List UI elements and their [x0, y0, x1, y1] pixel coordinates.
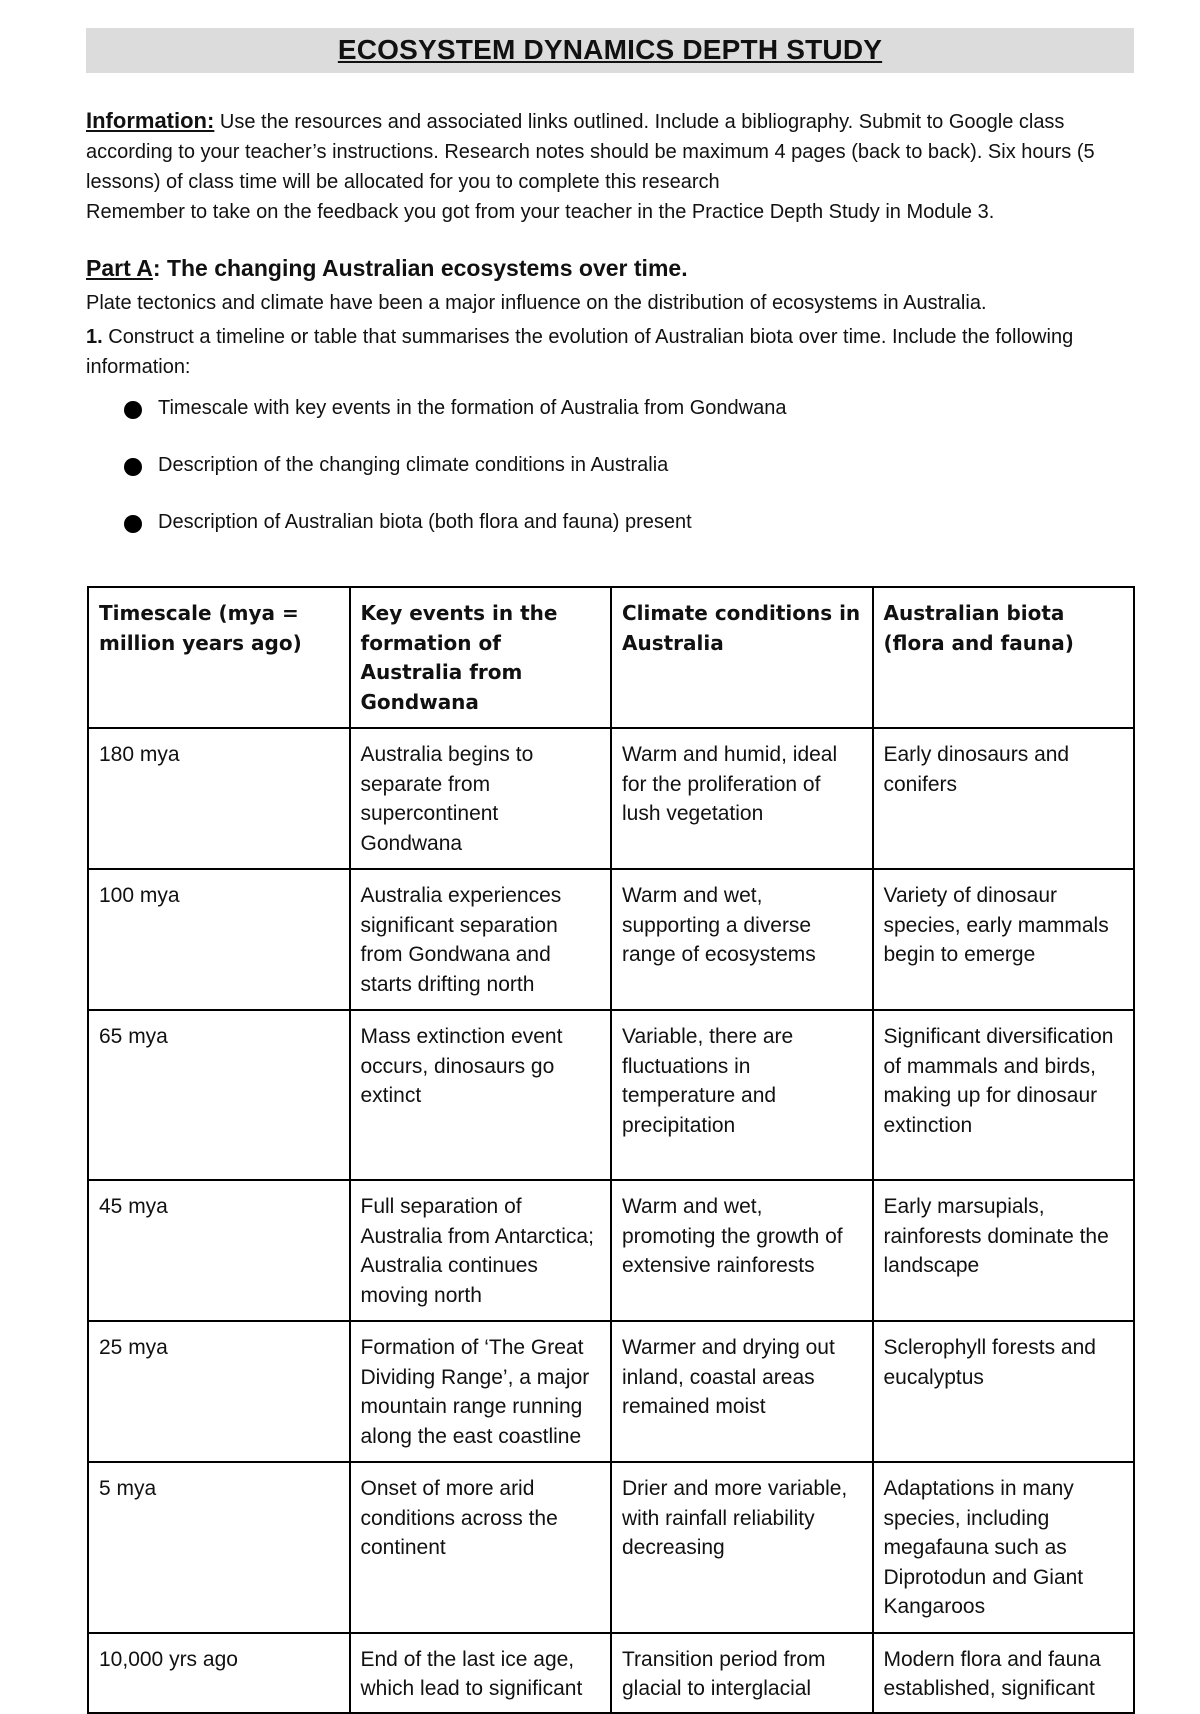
- table-row: [88, 1321, 1134, 1462]
- part-a-heading: [86, 255, 688, 282]
- bullet-icon: [124, 401, 142, 419]
- cell-climate: Transition period from glacial to interglacial: [611, 1633, 873, 1713]
- cell-timescale: 5 mya: [88, 1462, 350, 1633]
- information-paragraph: [86, 106, 1146, 227]
- cell-timescale: 10,000 yrs ago: [88, 1633, 350, 1713]
- list-item: [120, 450, 786, 507]
- header-biota: Australian biota (flora and fauna): [873, 587, 1135, 728]
- cell-key-events: Onset of more arid conditions across the continent: [350, 1462, 612, 1633]
- bullet-icon: [124, 458, 142, 476]
- information-feedback-line: Remember to take on the feedback you got from your teacher in the Practice Depth Study in Module 3.: [86, 201, 995, 223]
- information-label: Information:: [86, 108, 215, 133]
- table-row: [88, 728, 1134, 869]
- cell-timescale: 45 mya: [88, 1180, 350, 1321]
- question-1-number: 1.: [86, 326, 103, 348]
- part-a-intro: Plate tectonics and climate have been a major influence on the distribution of ecosystems in Australia.: [86, 292, 987, 314]
- list-item-text: Description of the changing climate conditions in Australia: [158, 454, 669, 476]
- cell-key-events: Formation of ‘The Great Dividing Range’, a major mountain range running along the east coastline: [350, 1321, 612, 1462]
- list-item: [120, 393, 786, 450]
- biota-timeline-table: [87, 586, 1135, 1714]
- cell-climate: Drier and more variable, with rainfall reliability decreasing: [611, 1462, 873, 1633]
- bullet-icon: [124, 515, 142, 533]
- cell-key-events: Mass extinction event occurs, dinosaurs go extinct: [350, 1010, 612, 1180]
- cell-key-events: Full separation of Australia from Antarctica; Australia continues moving north: [350, 1180, 612, 1321]
- requirements-list: [120, 393, 786, 564]
- list-item: [120, 507, 786, 564]
- title-banner: [86, 28, 1134, 73]
- cell-timescale: 180 mya: [88, 728, 350, 869]
- header-timescale: Timescale (mya = million years ago): [88, 587, 350, 728]
- cell-climate: Warm and wet, promoting the growth of extensive rainforests: [611, 1180, 873, 1321]
- cell-biota: Modern flora and fauna established, significant: [873, 1633, 1135, 1713]
- question-1: [86, 322, 1146, 382]
- cell-timescale: 100 mya: [88, 869, 350, 1010]
- cell-climate: Variable, there are fluctuations in temperature and precipitation: [611, 1010, 873, 1180]
- cell-key-events: End of the last ice age, which lead to significant: [350, 1633, 612, 1713]
- header-climate: Climate conditions in Australia: [611, 587, 873, 728]
- part-a-label: Part A: [86, 255, 153, 281]
- cell-key-events: Australia begins to separate from supercontinent Gondwana: [350, 728, 612, 869]
- table-row: [88, 1010, 1134, 1180]
- question-1-text: Construct a timeline or table that summarises the evolution of Australian biota over time. Include the following information:: [86, 326, 1074, 378]
- cell-biota: Variety of dinosaur species, early mammals begin to emerge: [873, 869, 1135, 1010]
- information-text: Use the resources and associated links outlined. Include a bibliography. Submit to Google class according to your teacher’s instructions. Research notes should be maximum 4 pages (back to back). Six hours (5 lessons) of class time will be allocated for you to complete this research: [86, 111, 1095, 193]
- cell-biota: Early dinosaurs and conifers: [873, 728, 1135, 869]
- table-row: [88, 1180, 1134, 1321]
- cell-biota: Significant diversification of mammals and birds, making up for dinosaur extinction: [873, 1010, 1135, 1180]
- cell-climate: Warmer and drying out inland, coastal areas remained moist: [611, 1321, 873, 1462]
- cell-key-events: Australia experiences significant separation from Gondwana and starts drifting north: [350, 869, 612, 1010]
- cell-timescale: 25 mya: [88, 1321, 350, 1462]
- document-title: ECOSYSTEM DYNAMICS DEPTH STUDY: [337, 34, 883, 65]
- cell-biota: Early marsupials, rainforests dominate the landscape: [873, 1180, 1135, 1321]
- cell-biota: Adaptations in many species, including megafauna such as Diprotodun and Giant Kangaroos: [873, 1462, 1135, 1633]
- cell-climate: Warm and wet, supporting a diverse range of ecosystems: [611, 869, 873, 1010]
- table-header-row: [88, 587, 1134, 728]
- table-row: [88, 869, 1134, 1010]
- table-row: [88, 1462, 1134, 1633]
- header-key-events: Key events in the formation of Australia from Gondwana: [350, 587, 612, 728]
- list-item-text: Description of Australian biota (both flora and fauna) present: [158, 511, 692, 533]
- cell-biota: Sclerophyll forests and eucalyptus: [873, 1321, 1135, 1462]
- list-item-text: Timescale with key events in the formation of Australia from Gondwana: [158, 397, 787, 419]
- cell-climate: Warm and humid, ideal for the proliferation of lush vegetation: [611, 728, 873, 869]
- table-row: [88, 1633, 1134, 1713]
- cell-timescale: 65 mya: [88, 1010, 350, 1180]
- part-a-title: : The changing Australian ecosystems over time.: [152, 255, 688, 281]
